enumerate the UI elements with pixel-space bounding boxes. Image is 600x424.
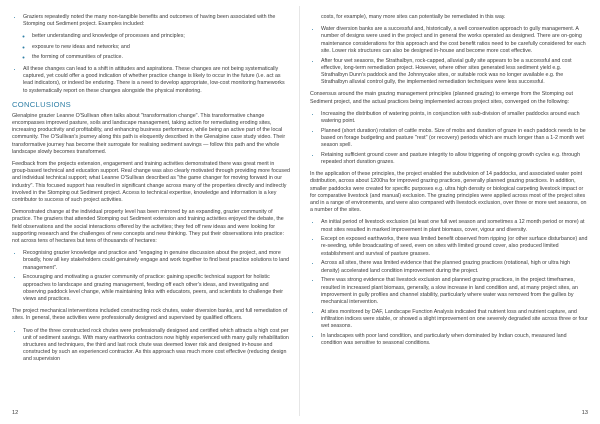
list-item: • Recognising grazier knowledge and practice and "engaging in genuine discussion about the project, and more broadly, how all key stakeholders could genuinely engage and work together to find best practice solutions to land management". <box>23 250 290 272</box>
list-item: • In landscapes with poor land condition, and particularly when dominated by Indian couch, measured land condition was sensitive to seasonal conditions. <box>321 333 588 347</box>
page-number: 13 <box>581 410 588 416</box>
list-item: • Except on exposed earthworks, there was limited benefit observed from ripping (or other surface disturbance) and re-seeding, while broadcasting of seed, even on sites with limited ground cover, also produced limited establishment and survival of pasture grasses. <box>321 236 588 258</box>
body-paragraph: Glenalpine grazier Leanne O'Sullivan often talks about "transformation change". This transformative change encompasses improved pasture, soils and landscape management, taking action for remediating eroding sites, increasing productivity and profitability, and enhancing business performance, while being an active part of the local community. The O'Sullivan's journey along this path is eloquently described in the Glenalpine case study video. Their transformative journey has become their surrogate for realising sediment savings — follow this path and the whole landscape slowly becomes transformed. <box>12 112 286 155</box>
list-item: • After four wet seasons, the Strathalbyn, rock-capped, alluvial gully site appears to be a successful and cost effective, long-term remediation project. However, where other sites generated less sediment yield e.g. Strathalbyn Dunn's paddock and the Johnnycake sites, or suitable rock was no longer available e.g. the Strathalbyn alluvial control gully, the implemented remediation techniques were less successful. <box>321 58 588 87</box>
list-item: ◦ the forming of communities of practice. <box>32 54 290 61</box>
intro-bullet-list <box>12 14 290 28</box>
body-paragraph: In the application of these principles, the project enabled the subdivision of 14 paddocks, and associated water point distribution, across about 1200ha for improved grazing practices, generally planned grazing practices. In addition, smaller paddocks were created for specific purposes e.g. ultra high density or biological carpeting livestock impact or for comparative livestock (and manual) exclusion. The grazing principles were applied across most of the project sites and in a range of environments, and were also compared with livestock exclusion, over three or more wet seasons, on a number of the sites. <box>310 171 587 214</box>
remediation-bullet-list <box>310 26 588 86</box>
list-item: • Two of the three constructed rock chutes were professionally designed and certified which attracts a high cost per unit of sediment savings. With many earthworks contractors now highly experienced with many gully rehabilitation structures and techniques, the third and last rock chute was deemed lower risk and designed in-house and constructed by such an experienced contractor. As this approach was much more cost effective (reducing design and supervision <box>23 328 290 364</box>
body-paragraph: Consensus around the main grazing management principles (planned grazing) to emerge from the Stomping out Sediment project, and the actual practices being implemented across project sites, converged on the following: <box>310 91 573 105</box>
list-item: ◦ better understanding and knowledge of processes and principles; <box>32 33 290 40</box>
continuation-text: costs, for example), many more sites can potentially be remediated in this way. <box>321 14 506 20</box>
list-item: • At sites monitored by DAF, Landscape Function Analysis indicated that nutrient loss and nutrient capture, and infiltration indices were stable, or showed a slight improvement on one severely degraded site across three or four wet seasons. <box>321 309 588 331</box>
grazing-principles-list <box>310 111 588 166</box>
body-paragraph: Feedback from the projects extension, engagement and training activities demonstrated there was great merit in group-based technical and education support. Real change was also clearly motivated through providing more focused and individual technical support; what Leanne O'Sullivan described as "the game changer for moving forward in our industry". This focused support has resulted in significant change across many of the properties directly and indirectly involved in the Stomping out Sediment project. Access to technical expertise, knowledge and information is a key contributor to success of such project activities. <box>12 161 290 204</box>
list-item: • Water diversion banks are a successful and, historically, a well conservation approach to gully management. A number of designs were used in the project and in general the works operated as designed. There are on-going maintenance considerations for this approach and the cost benefit ratios need to be carefully considered for each site. Lower risk structures can also be designed in-house and become more cost effective. <box>321 26 588 55</box>
list-item: • There was strong evidence that livestock exclusion and planned grazing practices, in the project timeframes, resulted in increased plant biomass, generally, a slow increase in land condition and, at many project sites, an improvement in gully profiles and channel stability, particularly where water was removed from the gullies by mechanical intervention. <box>321 277 588 306</box>
community-bullet-list <box>12 250 290 303</box>
body-paragraph: The project mechanical interventions included constructing rock chutes, water diversion banks, and full remediation of sites. In general, these activities were professionally designed and supervised by qualified officers. <box>12 308 288 322</box>
list-item: • All these changes can lead to a shift in attitudes and aspirations. These changes are not being systematically captured, yet could offer a good indication of whether practice change is likely to occur in the future (i.e. act as lead indicators), or indeed be enduring. There is a need to develop appropriate, low-cost monitoring frameworks to systematically report on these changes alongside the physical monitoring. <box>23 66 290 95</box>
right-page <box>300 0 600 424</box>
body-paragraph: Demonstrated change at the individual property level has been mirrored by an expanding, grazier community of practice. The graziers that attended Stomping out Sediment extension and training activities enjoyed the debate, the field observations and the social interactions offered by the activities; they fed off new ideas and were looking for supporting research and the challenges of new concepts and new thinking. They put their observations into practice: not across tens of hectares but tens of thousands of hectares: <box>12 209 284 245</box>
list-item: • Graziers repeatedly noted the many non-tangible benefits and outcomes of having been associated with the Stomping out Sediment project. Examples included: <box>23 14 290 28</box>
benefits-sub-list <box>12 33 290 61</box>
list-item: • Retaining sufficient ground cover and pasture integrity to allow triggering of ongoing growth cycles e.g. through repeated short duration grazes. <box>321 152 588 166</box>
section-heading: CONCLUSIONS <box>12 99 71 109</box>
list-item: • Increasing the distribution of watering points, in conjunction with sub-division of smaller paddocks around each watering point. <box>321 111 588 125</box>
page-number: 12 <box>12 410 19 416</box>
list-item: ◦ exposure to new ideas and networks; and <box>32 44 290 51</box>
list-item: • Planned (short duration) rotation of cattle mobs. Size of mobs and duration of graze in each paddock needs to be based on forage budgeting and pasture "rest" (or recovery) periods which are much longer than a 1-2 month wet season spell. <box>321 128 588 150</box>
attitudes-bullet-list <box>12 66 290 95</box>
list-item: • An initial period of livestock exclusion (at least one full wet season and sometimes a 12 month period or more) at most sites resulted in marked improvement in plant biomass, cover, vigour and diversity. <box>321 219 588 233</box>
list-item: • Encouraging and motivating a grazier community of practice: gaining specific technical support for holistic approaches to landscape and grazing management, feeding off each other's ideas, and investigating and observing paddock level change, while maintaining links with educators, peers, and scientists to challenge their views and practices. <box>23 274 290 303</box>
findings-bullet-list <box>310 219 588 347</box>
rock-chute-bullet-list <box>12 328 290 364</box>
list-item: • Across all sites, there was limited evidence that the planned grazing practices (rotational, high or ultra high density) accelerated land condition improvement during the project. <box>321 260 588 274</box>
